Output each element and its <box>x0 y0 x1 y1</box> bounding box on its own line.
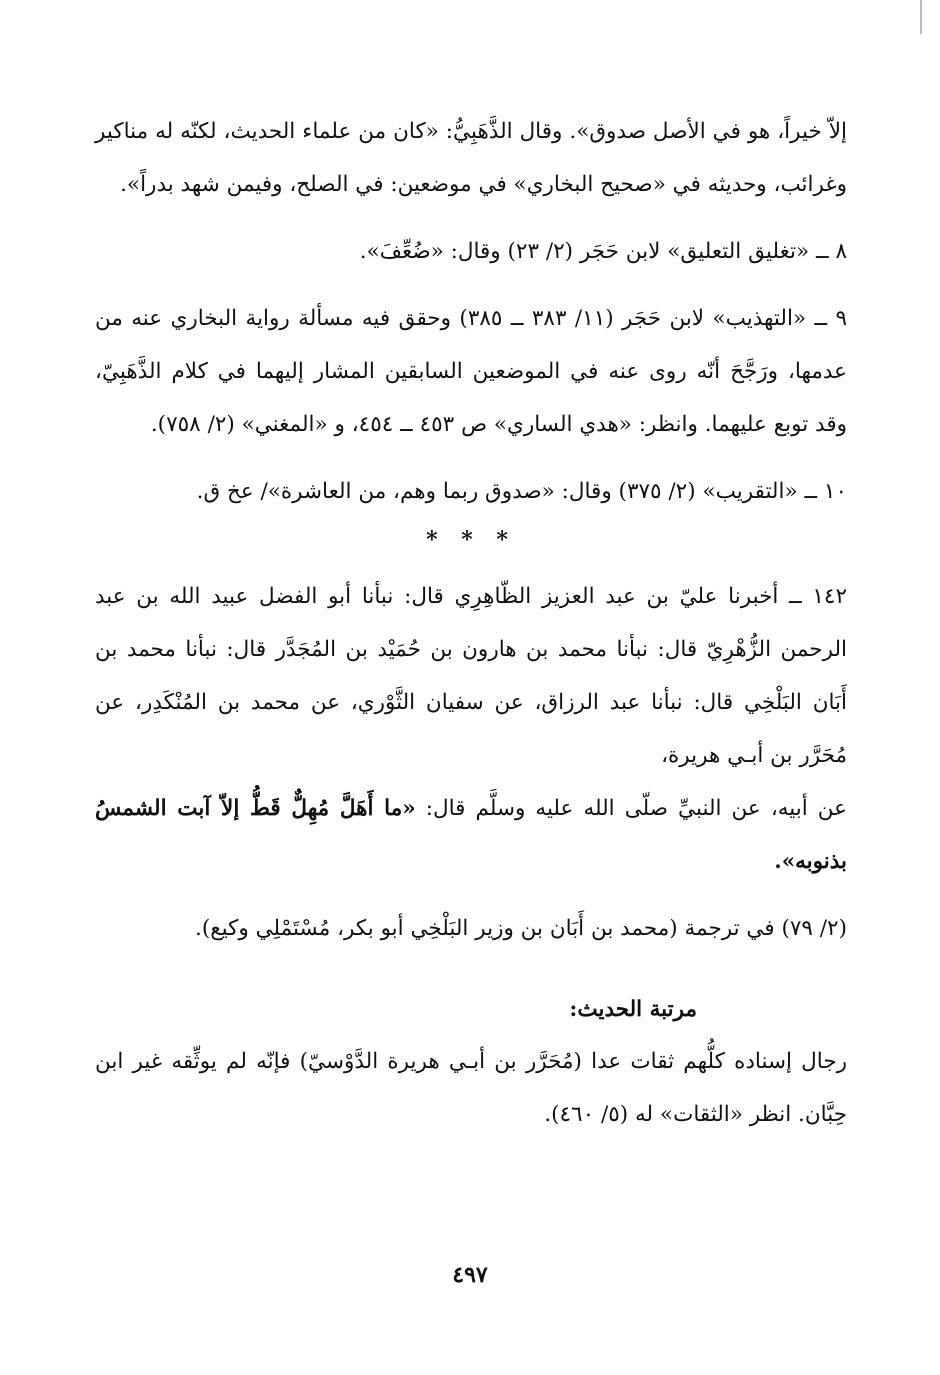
section-separator: * * * <box>426 527 516 553</box>
page-body <box>95 105 847 1141</box>
footnote-item-10: ١٠ ــ «التقريب» (٢/ ٣٧٥) وقال: «صدوق ربما وهم، من العاشرة»/ عخ ق. <box>196 479 847 504</box>
footnote-item-9: ٩ ــ «التهذيب» لابن حَجَر (١١/ ٣٨٣ ــ ٣٨٥) وحقق فيه مسألة رواية البخاري عنه من عدمها، ورَجَّحَ أنّه روى عنه في الموضعين السابقين المشار إليهما في كلام الذَّهَبِيّ، وقد توبع عليهما. وانظر: «هدي الساري» ص ٤٥٣ ــ ٤٥٤، و «المغني» (٢/ ٧٥٨). <box>95 306 848 437</box>
footnote-item-8: ٨ ــ «تغليق التعليق» لابن حَجَر (٢/ ٢٣) وقال: «ضُعِّفَ». <box>359 239 847 264</box>
scan-edge-mark <box>920 0 922 34</box>
hadith-isnad: ١٤٢ ــ أخبرنا عليّ بن عبد العزيز الظّاهِرِي قال: نبأنا أبو الفضل عبيد الله بن عبد الرحمن الزُّهْرِيّ قال: نبأنا محمد بن هارون بن حُمَيْد بن المُجَدَّر قال: نبأنا محمد بن أَبَان البَلْخِي قال: نبأنا عبد الرزاق، عن سفيان الثَّوْري، عن محمد بن المُنْكَدِر، عن مُحَرَّر بن أبـي هريرة، <box>95 584 847 768</box>
footnote-paragraph-1: إلاّ خيراً، هو في الأصل صدوق». وقال الذَّهَبِيُّ: «كان من علماء الحديث، لكنّه له مناكير وغرائب، وحديثه في «صحيح البخاري» في موضعين: في الصلح، وفيمن شهد بدراً». <box>95 119 847 197</box>
hadith-grading: رجال إسناده كلُّهم ثقات عدا (مُحَرَّر بن أبـي هريرة الدَّوْسيّ) فإنّه لم يوثِّقه غير ابن حِبَّان. انظر «الثقات» له (٥/ ٤٦٠). <box>95 1049 847 1127</box>
hadith-matn-text: «ما أَهَلَّ مُهِلٌّ قَطُّ إلاّ آبت الشمسُ بذنوبه». <box>95 796 847 874</box>
hadith-matn <box>95 782 847 888</box>
page-number: ٤٩٧ <box>452 1262 488 1288</box>
hadith-reference: (٢/ ٧٩) في ترجمة (محمد بن أَبَان بن وزير البَلْخِي أبو بكر، مُسْتَمْلِي وكيع). <box>194 916 847 941</box>
section-heading: مرتبة الحديث: <box>569 997 697 1022</box>
hadith-matn-intro: عن أبيه، عن النبيِّ صلّى الله عليه وسلَّم قال: <box>415 796 847 821</box>
